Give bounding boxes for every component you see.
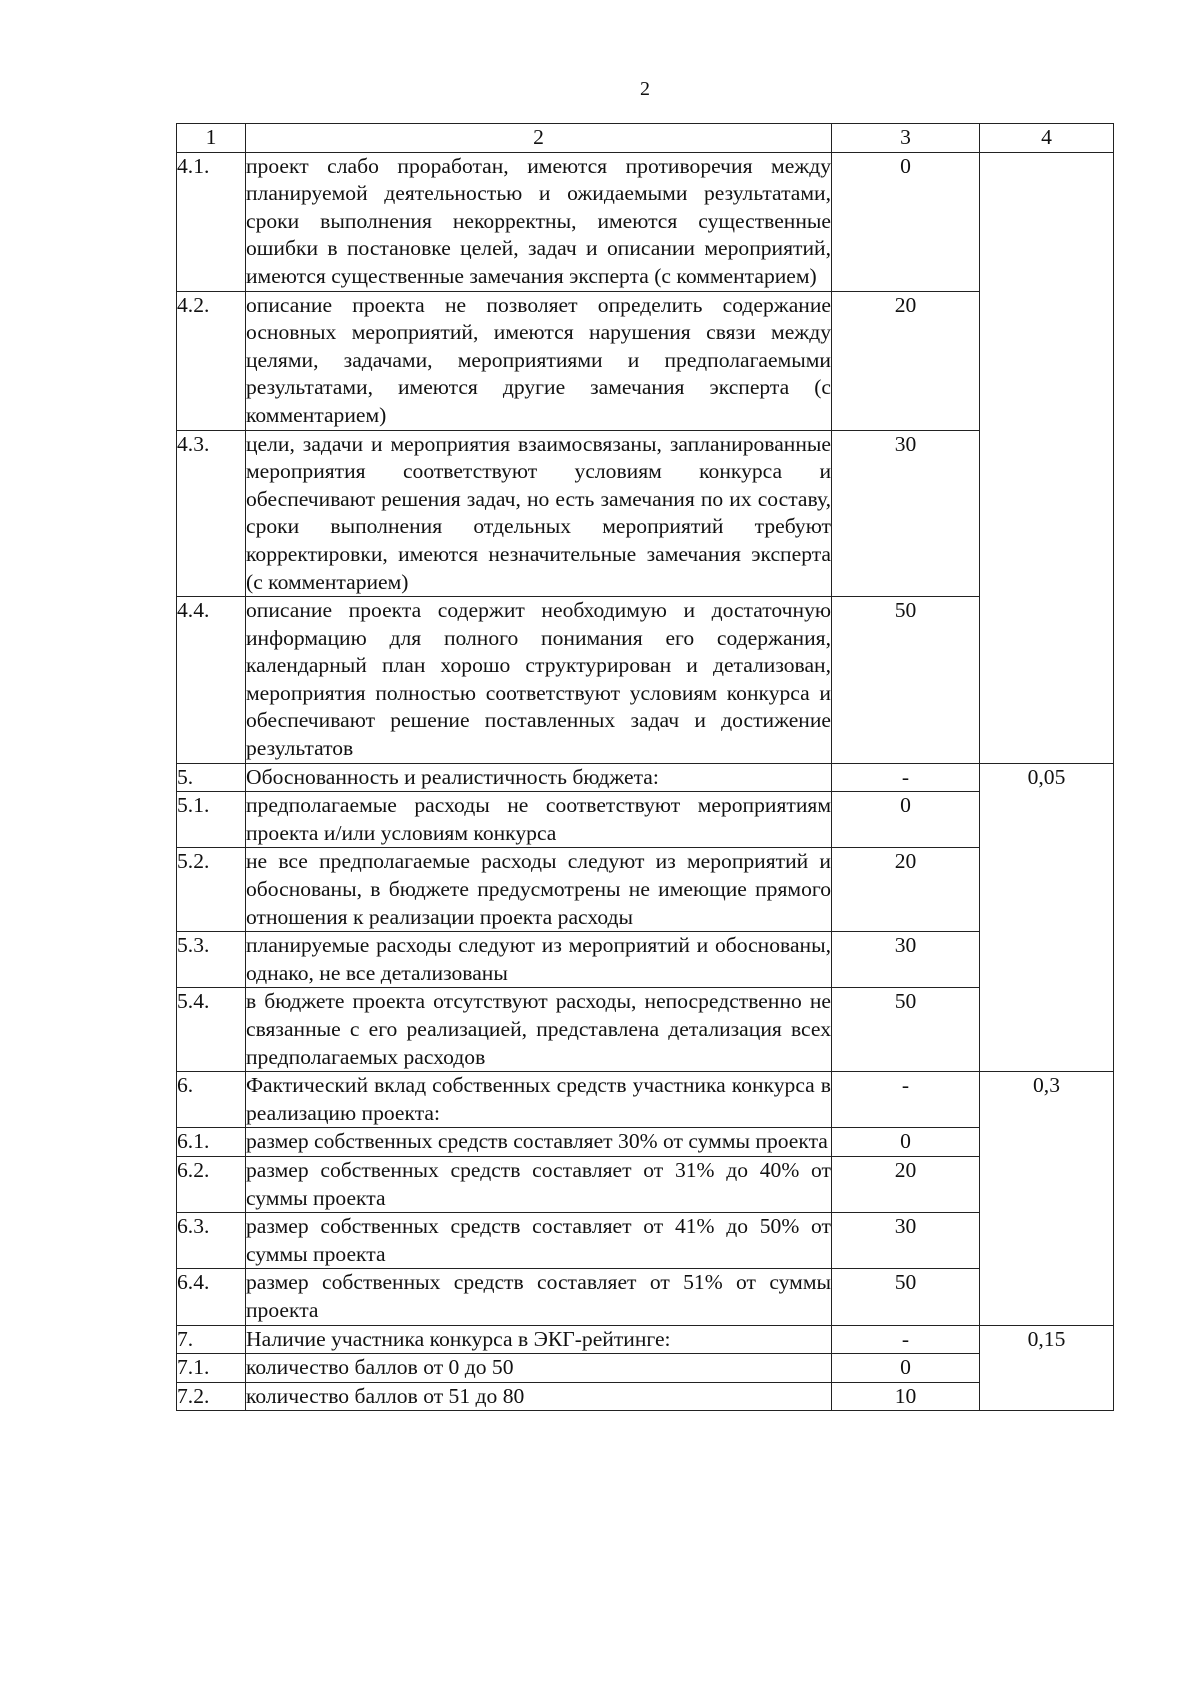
score-value: 0 xyxy=(832,792,980,848)
criterion-text: описание проекта не позволяет определить содержание основных мероприятий, имеются нарушения связи между целями, задачами, мероприятиями и предполагаемыми результатами, имеются другие замечания эксперта (с комментарием) xyxy=(246,291,832,430)
score-value: 0 xyxy=(832,152,980,291)
row-number: 7.2. xyxy=(177,1382,246,1411)
criterion-text: Наличие участника конкурса в ЭКГ-рейтинге: xyxy=(246,1325,832,1354)
row-number: 7.1. xyxy=(177,1354,246,1383)
row-number: 5.3. xyxy=(177,932,246,988)
criterion-text: цели, задачи и мероприятия взаимосвязаны, запланированные мероприятия соответствуют условиям конкурса и обеспечивают решения задач, но есть замечания по их составу, сроки выполнения отдельных мероприятий требуют корректировки, имеются незначительные замечания эксперта (с комментарием) xyxy=(246,430,832,597)
score-value: 50 xyxy=(832,988,980,1072)
criterion-text: в бюджете проекта отсутствуют расходы, непосредственно не связанные с его реализацией, представлена детализация всех предполагаемых расходов xyxy=(246,988,832,1072)
criterion-text: планируемые расходы следуют из мероприятий и обоснованы, однако, не все детализованы xyxy=(246,932,832,988)
criterion-text: размер собственных средств составляет от 41% до 50% от суммы проекта xyxy=(246,1213,832,1269)
table-row xyxy=(177,1269,1114,1325)
table-row xyxy=(177,1354,1114,1383)
table-row xyxy=(177,1213,1114,1269)
score-value: - xyxy=(832,1325,980,1354)
table-row xyxy=(177,848,1114,932)
score-value: 20 xyxy=(832,848,980,932)
row-number: 5. xyxy=(177,763,246,792)
score-value: 0 xyxy=(832,1354,980,1383)
table-row xyxy=(177,1382,1114,1411)
row-number: 7. xyxy=(177,1325,246,1354)
score-value: 50 xyxy=(832,1269,980,1325)
row-number: 6.2. xyxy=(177,1156,246,1212)
score-value: 20 xyxy=(832,291,980,430)
header-cell-4: 4 xyxy=(980,124,1114,153)
row-number: 5.1. xyxy=(177,792,246,848)
score-value: 10 xyxy=(832,1382,980,1411)
row-number: 4.3. xyxy=(177,430,246,597)
criterion-text: Обоснованность и реалистичность бюджета: xyxy=(246,763,832,792)
row-number: 5.2. xyxy=(177,848,246,932)
criterion-text: количество баллов от 51 до 80 xyxy=(246,1382,832,1411)
table-row xyxy=(177,1072,1114,1128)
page-number: 2 xyxy=(640,78,650,100)
score-value: - xyxy=(832,763,980,792)
score-value: 30 xyxy=(832,932,980,988)
table-header-row xyxy=(177,124,1114,153)
table-row xyxy=(177,1325,1114,1354)
table-row xyxy=(177,1156,1114,1212)
row-number: 4.2. xyxy=(177,291,246,430)
header-cell-2: 2 xyxy=(246,124,832,153)
table-row xyxy=(177,763,1114,792)
criterion-text: размер собственных средств составляет от 51% от суммы проекта xyxy=(246,1269,832,1325)
score-value: 30 xyxy=(832,430,980,597)
table-row xyxy=(177,988,1114,1072)
criterion-text: размер собственных средств составляет 30% от суммы проекта xyxy=(246,1128,832,1157)
row-number: 6.1. xyxy=(177,1128,246,1157)
row-number: 6. xyxy=(177,1072,246,1128)
score-value: 20 xyxy=(832,1156,980,1212)
criterion-text: предполагаемые расходы не соответствуют мероприятиям проекта и/или условиям конкурса xyxy=(246,792,832,848)
score-value: 30 xyxy=(832,1213,980,1269)
score-value: - xyxy=(832,1072,980,1128)
row-number: 4.1. xyxy=(177,152,246,291)
weight-value: 0,05 xyxy=(980,763,1114,1072)
criterion-text: количество баллов от 0 до 50 xyxy=(246,1354,832,1383)
header-cell-1: 1 xyxy=(177,124,246,153)
header-cell-3: 3 xyxy=(832,124,980,153)
row-number: 6.4. xyxy=(177,1269,246,1325)
weight-value: 0,15 xyxy=(980,1325,1114,1411)
weight-value: 0,3 xyxy=(980,1072,1114,1325)
criterion-text: описание проекта содержит необходимую и достаточную информацию для полного понимания его содержания, календарный план хорошо структурирован и детализован, мероприятия полностью соответствуют условиям конкурса и обеспечивают решение поставленных задач и достижение результатов xyxy=(246,597,832,764)
weight-value xyxy=(980,152,1114,763)
row-number: 4.4. xyxy=(177,597,246,764)
table-row xyxy=(177,792,1114,848)
table-row xyxy=(177,430,1114,597)
score-value: 50 xyxy=(832,597,980,764)
table-row xyxy=(177,932,1114,988)
table-row xyxy=(177,152,1114,291)
table-row xyxy=(177,1128,1114,1157)
score-value: 0 xyxy=(832,1128,980,1157)
table-row xyxy=(177,597,1114,764)
row-number: 5.4. xyxy=(177,988,246,1072)
criterion-text: Фактический вклад собственных средств участника конкурса в реализацию проекта: xyxy=(246,1072,832,1128)
criterion-text: проект слабо проработан, имеются противоречия между планируемой деятельностью и ожидаемыми результатами, сроки выполнения некорректны, имеются существенные ошибки в постановке целей, задач и описании мероприятий, имеются существенные замечания эксперта (с комментарием) xyxy=(246,152,832,291)
criteria-table xyxy=(176,123,1114,1411)
table-row xyxy=(177,291,1114,430)
criterion-text: не все предполагаемые расходы следуют из мероприятий и обоснованы, в бюджете предусмотрены не имеющие прямого отношения к реализации проекта расходы xyxy=(246,848,832,932)
criterion-text: размер собственных средств составляет от 31% до 40% от суммы проекта xyxy=(246,1156,832,1212)
row-number: 6.3. xyxy=(177,1213,246,1269)
